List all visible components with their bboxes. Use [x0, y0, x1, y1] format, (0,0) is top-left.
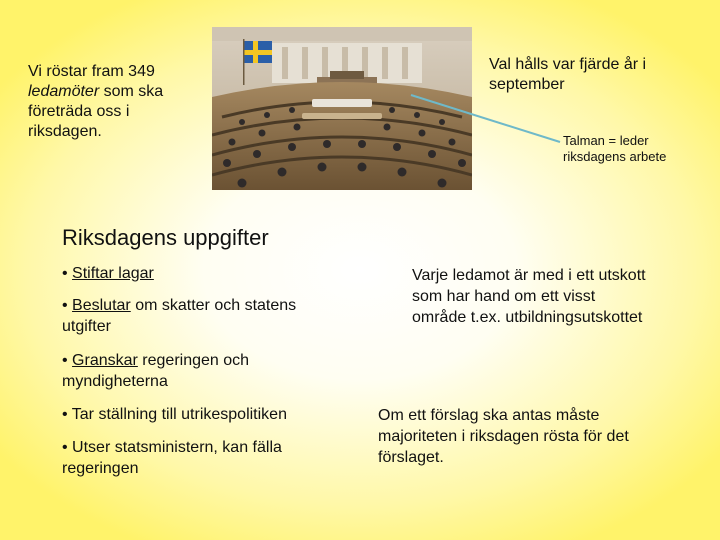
majority-note: Om ett förslag ska antas måste majoriteten i riksdagen rösta för det förslaget. [378, 407, 629, 466]
speaker-callout: Talman = leder riksdagens arbete [563, 133, 667, 164]
election-note: Val hålls var fjärde år i september [489, 56, 647, 93]
list-item: • Tar ställning till utrikespolitiken [62, 406, 287, 423]
bullet-keyword: Stiftar lagar [72, 265, 154, 282]
committee-note: Varje ledamot är med i ett utskott som har hand om ett visst område t.ex. utbildningsutskottet [412, 267, 646, 326]
intro-suffix: som ska företräda oss i riksdagen. [28, 83, 164, 140]
bullet-keyword: Granskar [72, 352, 138, 369]
riksdag-chamber-photo [212, 27, 472, 190]
list-item: • Granskar regeringen och myndigheterna [62, 352, 250, 390]
intro-text [28, 62, 188, 142]
intro-prefix: Vi röstar fram 349 [28, 63, 155, 80]
intro-italic-word: ledamöter [28, 83, 100, 100]
bullet-keyword: Beslutar [72, 297, 131, 314]
list-item: • Stiftar lagar [62, 265, 154, 282]
list-item: • Beslutar om skatter och statens utgifter [62, 297, 297, 335]
section-title: Riksdagens uppgifter [62, 225, 269, 250]
chamber-illustration [212, 27, 472, 190]
list-item: • Utser statsministern, kan fälla regeringen [62, 439, 282, 477]
